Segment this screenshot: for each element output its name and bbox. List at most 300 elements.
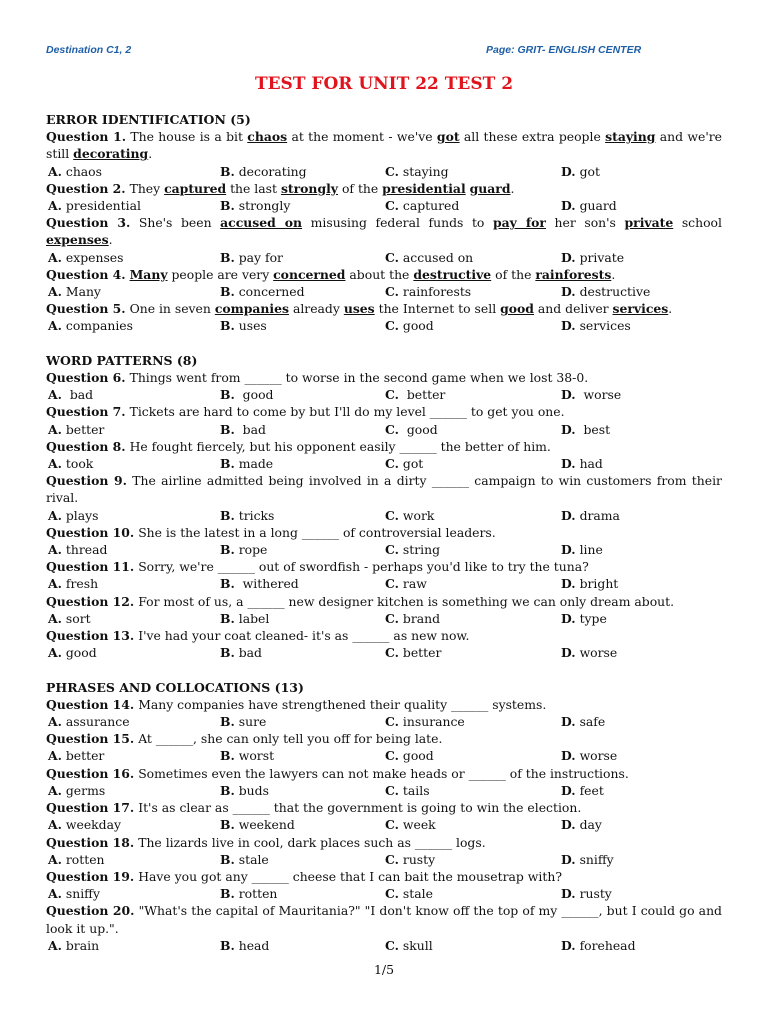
answer-option	[561, 644, 711, 661]
option-letter: D.	[561, 937, 576, 953]
option-text: rotten	[61, 851, 105, 867]
question-label: Question 16.	[46, 765, 135, 781]
underlined-word: accused on	[220, 215, 303, 231]
answer-option	[220, 249, 385, 266]
option-letter: B.	[220, 714, 235, 730]
question-label: Question 15.	[46, 731, 135, 747]
option-letter: C.	[385, 782, 399, 798]
page-title: TEST FOR UNIT 22 TEST 2	[254, 74, 514, 94]
option-letter: A.	[48, 782, 62, 798]
question-text	[46, 128, 722, 162]
question-segment: Sometimes even the lawyers can not make heads or ______ of the instructions.	[134, 765, 629, 781]
option-letter: B.	[220, 542, 235, 558]
answer-option	[561, 197, 711, 214]
option-letter: A.	[48, 198, 62, 214]
option-letter: D.	[561, 576, 576, 592]
option-text: rusty	[575, 886, 612, 902]
option-letter: B.	[220, 782, 235, 798]
answer-option	[220, 421, 385, 438]
answer-option	[561, 610, 711, 627]
option-letter: B.	[220, 610, 235, 626]
question-label: Question 7.	[46, 404, 126, 420]
question-label: Question 17.	[46, 800, 135, 816]
answer-options	[46, 507, 722, 524]
option-text: Many	[61, 284, 101, 300]
section	[46, 111, 722, 335]
answer-option	[220, 163, 385, 180]
question-label: Question 4.	[46, 266, 126, 282]
option-letter: B.	[220, 576, 235, 592]
answer-option	[220, 386, 385, 403]
answer-option	[220, 782, 385, 799]
question-label: Question 20.	[46, 903, 135, 919]
question-label: Question 6.	[46, 370, 126, 386]
answer-option	[46, 782, 220, 799]
option-letter: C.	[385, 456, 399, 472]
option-text: weekend	[234, 817, 295, 833]
underlined-word: guard	[469, 180, 511, 196]
underlined-word: private	[624, 215, 674, 231]
option-text: week	[398, 817, 436, 833]
question-segment: already	[289, 301, 344, 317]
question-segment: The airline admitted being involved in a dirty ______ campaign to win customers from their rival.	[46, 473, 722, 506]
option-text: stale	[234, 851, 269, 867]
option-text: worse	[575, 748, 618, 764]
answer-option	[220, 937, 385, 954]
answer-option	[561, 713, 711, 730]
option-letter: D.	[561, 249, 576, 265]
answer-option	[220, 610, 385, 627]
option-letter: A.	[48, 817, 62, 833]
option-text: strongly	[234, 198, 291, 214]
option-letter: A.	[48, 542, 62, 558]
option-text: buds	[234, 782, 269, 798]
option-text: rope	[234, 542, 268, 558]
option-text: weekday	[61, 817, 121, 833]
option-text: plays	[61, 507, 99, 523]
option-text: sort	[61, 610, 91, 626]
question-segment: Have you got any ______ cheese that I can bait the mousetrap with?	[134, 868, 562, 884]
answer-option	[46, 163, 220, 180]
question-label: Question 14.	[46, 696, 135, 712]
answer-option	[561, 575, 711, 592]
option-text: made	[234, 456, 274, 472]
answer-options	[46, 610, 722, 627]
option-letter: A.	[48, 748, 62, 764]
option-letter: A.	[48, 456, 62, 472]
option-letter: D.	[561, 542, 576, 558]
option-letter: D.	[561, 782, 576, 798]
answer-option	[220, 575, 385, 592]
answer-options	[46, 386, 722, 403]
question-segment: the last	[226, 180, 281, 196]
option-letter: A.	[48, 576, 62, 592]
option-text: thread	[61, 542, 108, 558]
answer-option	[220, 197, 385, 214]
question-text	[46, 593, 722, 610]
answer-option	[385, 249, 561, 266]
option-text: uses	[234, 318, 267, 334]
option-letter: B.	[220, 937, 235, 953]
underlined-word: chaos	[247, 129, 288, 145]
answer-option	[46, 816, 220, 833]
answer-options	[46, 283, 722, 300]
option-text: rainforests	[398, 284, 472, 300]
question-segment: I've had your coat cleaned- it's as ______ as new now.	[134, 628, 470, 644]
option-text: raw	[398, 576, 427, 592]
answer-options	[46, 816, 722, 833]
option-text: better	[61, 748, 105, 764]
option-letter: D.	[561, 714, 576, 730]
option-letter: A.	[48, 851, 62, 867]
option-letter: D.	[561, 387, 576, 403]
question-segment: For most of us, a ______ new designer kitchen is something we can only dream about.	[134, 593, 675, 609]
answer-option	[46, 249, 220, 266]
answer-options	[46, 937, 722, 954]
answer-option	[385, 937, 561, 954]
question-segment: .	[668, 301, 673, 317]
option-letter: B.	[220, 284, 235, 300]
answer-option	[561, 249, 711, 266]
option-text: sure	[234, 714, 267, 730]
section-title: WORD PATTERNS (8)	[46, 352, 198, 368]
answer-option	[46, 610, 220, 627]
question-label: Question 8.	[46, 438, 126, 454]
question-label: Question 1.	[46, 129, 127, 145]
option-text: better	[398, 645, 442, 661]
option-text: feet	[575, 782, 604, 798]
answer-option	[220, 541, 385, 558]
question-segment: people are very	[167, 266, 274, 282]
underlined-word: rainforests	[535, 266, 612, 282]
answer-option	[46, 317, 220, 334]
option-letter: A.	[48, 886, 62, 902]
answer-option	[561, 816, 711, 833]
option-text: better	[61, 421, 105, 437]
option-text: accused on	[398, 249, 474, 265]
option-text: drama	[575, 507, 620, 523]
option-letter: A.	[48, 507, 62, 523]
question-segment: Tickets are hard to come by but I'll do my level ______ to get you one.	[125, 404, 565, 420]
test-content	[46, 111, 722, 954]
answer-option	[46, 713, 220, 730]
option-letter: C.	[385, 387, 399, 403]
option-text: guard	[575, 198, 617, 214]
question-text	[46, 627, 722, 644]
answer-option	[220, 644, 385, 661]
option-text: day	[575, 817, 602, 833]
answer-option	[220, 283, 385, 300]
option-text: label	[234, 610, 270, 626]
option-letter: C.	[385, 249, 399, 265]
question-segment: of the	[491, 266, 536, 282]
option-letter: A.	[48, 714, 62, 730]
answer-options	[46, 541, 722, 558]
option-text: safe	[575, 714, 606, 730]
question-text	[46, 403, 722, 420]
answer-options	[46, 782, 722, 799]
option-letter: B.	[220, 817, 235, 833]
answer-option	[46, 541, 220, 558]
answer-option	[561, 782, 711, 799]
option-text: chaos	[61, 163, 103, 179]
answer-option	[46, 455, 220, 472]
underlined-word: got	[436, 129, 460, 145]
answer-options	[46, 455, 722, 472]
question-segment: misusing federal funds to	[302, 215, 493, 231]
option-letter: B.	[220, 387, 235, 403]
answer-option	[385, 610, 561, 627]
option-text: presidential	[61, 198, 141, 214]
answer-option	[46, 885, 220, 902]
question-text	[46, 902, 722, 936]
option-letter: B.	[220, 645, 235, 661]
option-letter: C.	[385, 610, 399, 626]
question-segment: about the	[345, 266, 414, 282]
header-course: Destination C1, 2	[46, 44, 132, 56]
answer-option	[561, 283, 711, 300]
option-text: rotten	[234, 886, 278, 902]
question-label: Question 9.	[46, 473, 127, 489]
answer-option	[385, 644, 561, 661]
answer-option	[385, 197, 561, 214]
answer-options	[46, 851, 722, 868]
option-text: string	[398, 542, 441, 558]
option-letter: C.	[385, 817, 399, 833]
answer-option	[561, 455, 711, 472]
question-segment: .	[148, 146, 153, 162]
option-text: good	[234, 387, 274, 403]
answer-option	[561, 541, 711, 558]
option-text: withered	[234, 576, 299, 592]
option-text: took	[61, 456, 94, 472]
question-text	[46, 214, 722, 248]
answer-option	[385, 575, 561, 592]
underlined-word: captured	[164, 180, 227, 196]
underlined-word: pay for	[492, 215, 546, 231]
option-letter: B.	[220, 249, 235, 265]
answer-option	[220, 851, 385, 868]
option-text: good	[398, 748, 434, 764]
answer-option	[220, 317, 385, 334]
option-text: pay for	[234, 249, 283, 265]
option-letter: A.	[48, 387, 62, 403]
option-text: decorating	[234, 163, 307, 179]
answer-option	[220, 816, 385, 833]
option-letter: D.	[561, 456, 576, 472]
answer-option	[561, 317, 711, 334]
answer-option	[385, 747, 561, 764]
answer-options	[46, 747, 722, 764]
option-letter: C.	[385, 163, 399, 179]
question-segment: her son's	[545, 215, 625, 231]
answer-option	[385, 163, 561, 180]
option-text: good	[398, 421, 438, 437]
option-text: forehead	[575, 937, 636, 953]
question-segment: The lizards live in cool, dark places such as ______ logs.	[134, 834, 486, 850]
question-text	[46, 696, 722, 713]
question-text	[46, 524, 722, 541]
question-segment: It's as clear as ______ that the government is going to win the election.	[134, 800, 582, 816]
question-text	[46, 799, 722, 816]
underlined-word: destructive	[413, 266, 492, 282]
option-text: companies	[61, 318, 133, 334]
answer-option	[385, 713, 561, 730]
option-letter: A.	[48, 318, 62, 334]
option-letter: C.	[385, 714, 399, 730]
question-text	[46, 438, 722, 455]
option-letter: C.	[385, 421, 399, 437]
option-letter: D.	[561, 886, 576, 902]
option-text: best	[575, 421, 611, 437]
question-text	[46, 369, 722, 386]
option-letter: D.	[561, 421, 576, 437]
question-text	[46, 266, 722, 283]
answer-option	[46, 644, 220, 661]
answer-option	[385, 421, 561, 438]
option-letter: B.	[220, 748, 235, 764]
answer-option	[385, 386, 561, 403]
option-text: germs	[61, 782, 106, 798]
underlined-word: staying	[605, 129, 656, 145]
underlined-word: uses	[343, 301, 375, 317]
option-text: good	[398, 318, 434, 334]
answer-option	[385, 455, 561, 472]
option-letter: C.	[385, 886, 399, 902]
question-segment: the Internet to sell	[374, 301, 501, 317]
underlined-word: good	[500, 301, 534, 317]
question-segment: of the	[338, 180, 383, 196]
answer-option	[46, 507, 220, 524]
page-number: 1/5	[373, 962, 395, 977]
answer-option	[46, 283, 220, 300]
option-text: captured	[398, 198, 460, 214]
answer-options	[46, 575, 722, 592]
question-segment: They	[125, 180, 165, 196]
question-text	[46, 472, 722, 506]
option-letter: D.	[561, 748, 576, 764]
answer-option	[561, 386, 711, 403]
option-letter: A.	[48, 645, 62, 661]
option-text: worse	[575, 645, 618, 661]
underlined-word: expenses	[46, 232, 109, 248]
question-segment: and we're still	[46, 129, 723, 162]
question-text	[46, 730, 722, 747]
answer-options	[46, 249, 722, 266]
question-segment: Sorry, we're ______ out of swordfish - perhaps you'd like to try the tuna?	[134, 559, 589, 575]
question-segment: and deliver	[533, 301, 613, 317]
answer-option	[561, 507, 711, 524]
question-segment: .	[510, 180, 515, 196]
option-letter: D.	[561, 284, 576, 300]
answer-option	[561, 937, 711, 954]
option-text: good	[61, 645, 97, 661]
option-text: assurance	[61, 714, 130, 730]
option-text: staying	[398, 163, 449, 179]
section-title: PHRASES AND COLLOCATIONS (13)	[46, 679, 304, 695]
option-text: expenses	[61, 249, 124, 265]
option-letter: D.	[561, 817, 576, 833]
option-letter: A.	[48, 249, 62, 265]
option-letter: C.	[385, 748, 399, 764]
option-letter: D.	[561, 507, 576, 523]
question-label: Question 12.	[46, 593, 135, 609]
answer-option	[46, 197, 220, 214]
answer-options	[46, 713, 722, 730]
option-text: worst	[234, 748, 275, 764]
answer-option	[46, 747, 220, 764]
question-segment: The house is a bit	[126, 129, 248, 145]
option-letter: C.	[385, 507, 399, 523]
option-letter: C.	[385, 851, 399, 867]
option-text: sniffy	[575, 851, 614, 867]
answer-option	[561, 421, 711, 438]
option-text: had	[575, 456, 603, 472]
answer-option	[561, 747, 711, 764]
answer-options	[46, 197, 722, 214]
answer-options	[46, 644, 722, 661]
option-text: type	[575, 610, 607, 626]
question-segment: Things went from ______ to worse in the second game when we lost 38-0.	[125, 370, 589, 386]
answer-option	[385, 541, 561, 558]
option-text: got	[398, 456, 424, 472]
option-letter: C.	[385, 198, 399, 214]
answer-option	[385, 317, 561, 334]
answer-option	[561, 885, 711, 902]
underlined-word: presidential	[382, 180, 466, 196]
option-letter: D.	[561, 610, 576, 626]
option-text: bad	[61, 387, 94, 403]
question-segment: Many companies have strengthened their quality ______ systems.	[134, 696, 547, 712]
option-letter: B.	[220, 456, 235, 472]
option-text: concerned	[234, 284, 305, 300]
option-text: services	[575, 318, 631, 334]
underlined-word: decorating	[73, 146, 149, 162]
answer-option	[385, 816, 561, 833]
option-letter: A.	[48, 421, 62, 437]
option-text: better	[398, 387, 446, 403]
option-letter: C.	[385, 318, 399, 334]
answer-options	[46, 885, 722, 902]
option-text: line	[575, 542, 603, 558]
option-letter: C.	[385, 542, 399, 558]
answer-option	[385, 851, 561, 868]
option-letter: A.	[48, 937, 62, 953]
answer-option	[220, 507, 385, 524]
answer-options	[46, 163, 722, 180]
answer-option	[561, 851, 711, 868]
question-segment: "What's the capital of Mauritania?" "I don't know off the top of my ______, but I could go and look it up.".	[46, 903, 722, 936]
answer-option	[46, 575, 220, 592]
option-letter: D.	[561, 318, 576, 334]
option-letter: D.	[561, 645, 576, 661]
question-label: Question 10.	[46, 524, 135, 540]
section-title: ERROR IDENTIFICATION (5)	[46, 112, 251, 127]
question-label: Question 13.	[46, 628, 135, 644]
option-text: insurance	[398, 714, 465, 730]
option-letter: A.	[48, 284, 62, 300]
option-letter: C.	[385, 937, 399, 953]
question-segment: At ______, she can only tell you off for being late.	[134, 731, 443, 747]
answer-option	[561, 163, 711, 180]
question-segment: One in seven	[125, 301, 215, 317]
answer-option	[220, 455, 385, 472]
question-label: Question 2.	[46, 180, 126, 196]
option-letter: B.	[220, 886, 235, 902]
question-segment: all these extra people	[459, 129, 606, 145]
option-letter: B.	[220, 421, 235, 437]
question-segment: school	[673, 215, 722, 231]
